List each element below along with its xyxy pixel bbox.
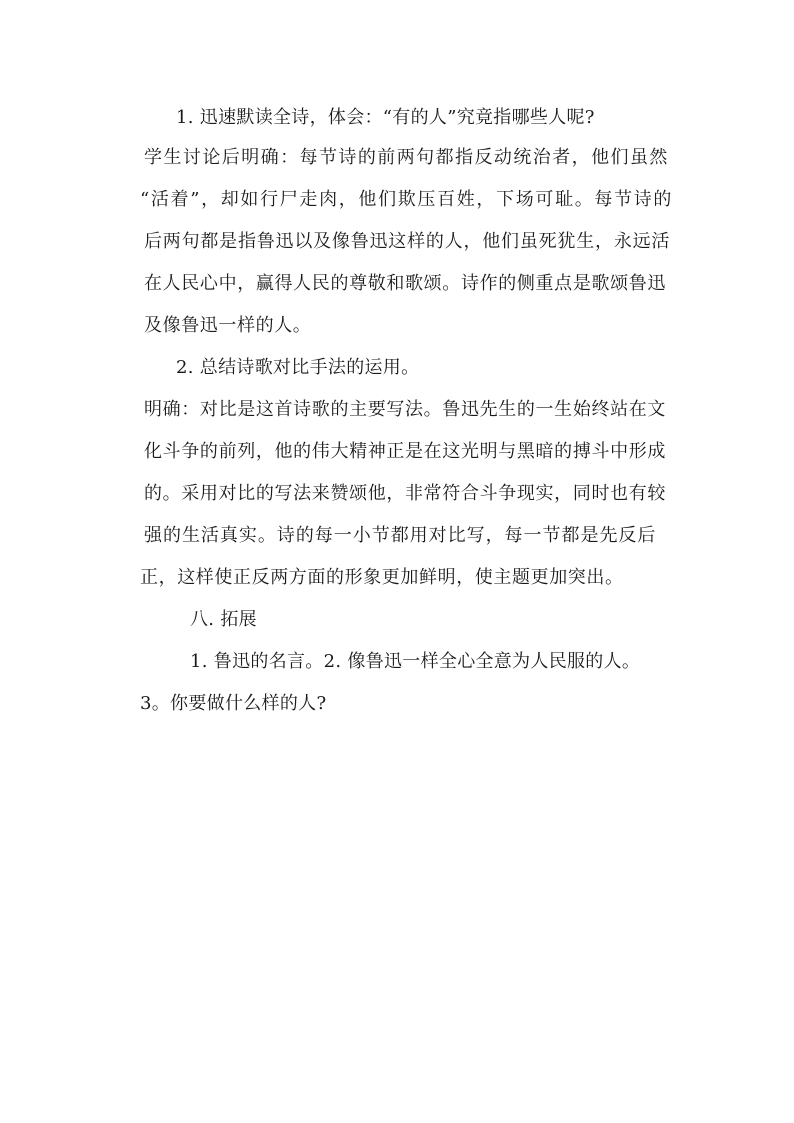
extension-items: 1. 鲁迅的名言。2. 像鲁迅一样全心全意为人民服的人。	[190, 651, 641, 672]
answer-1-line: 学生讨论后明确：每节诗的前两句都指反动统治者，他们虽然	[144, 147, 668, 168]
answer-2-line: 正，这样使正反两方面的形象更加鲜明，使主题更加突出。	[140, 567, 624, 588]
answer-2-line: 的。采用对比的写法来赞颂他，非常符合斗争现实，同时也有较	[144, 483, 666, 504]
answer-1-line: 后两句都是指鲁迅以及像鲁迅这样的人，他们虽死犹生，永远活	[144, 231, 670, 252]
answer-2-line: 化斗争的前列，他的伟大精神正是在这光明与黑暗的搏斗中形成	[144, 441, 666, 462]
answer-1-line: “活着”，却如行尸走肉，他们欺压百姓，下场可耻。每节诗的	[140, 189, 672, 210]
section-heading-extension: 八. 拓展	[190, 609, 257, 630]
answer-2-line: 明确：对比是这首诗歌的主要写法。鲁迅先生的一生始终站在文	[144, 399, 666, 420]
answer-1-line: 在人民心中，赢得人民的尊敬和歌颂。诗作的侧重点是歌颂鲁迅	[144, 273, 666, 294]
answer-1-line: 及像鲁迅一样的人。	[144, 315, 312, 336]
answer-2-line: 强的生活真实。诗的每一小节都用对比写，每一节都是先反后	[144, 525, 656, 546]
question-2: 2. 总结诗歌对比手法的运用。	[176, 357, 420, 378]
extension-question: 3。你要做什么样的人?	[140, 693, 327, 714]
question-1: 1. 迅速默读全诗，体会：“有的人”究竟指哪些人呢?	[176, 107, 595, 128]
